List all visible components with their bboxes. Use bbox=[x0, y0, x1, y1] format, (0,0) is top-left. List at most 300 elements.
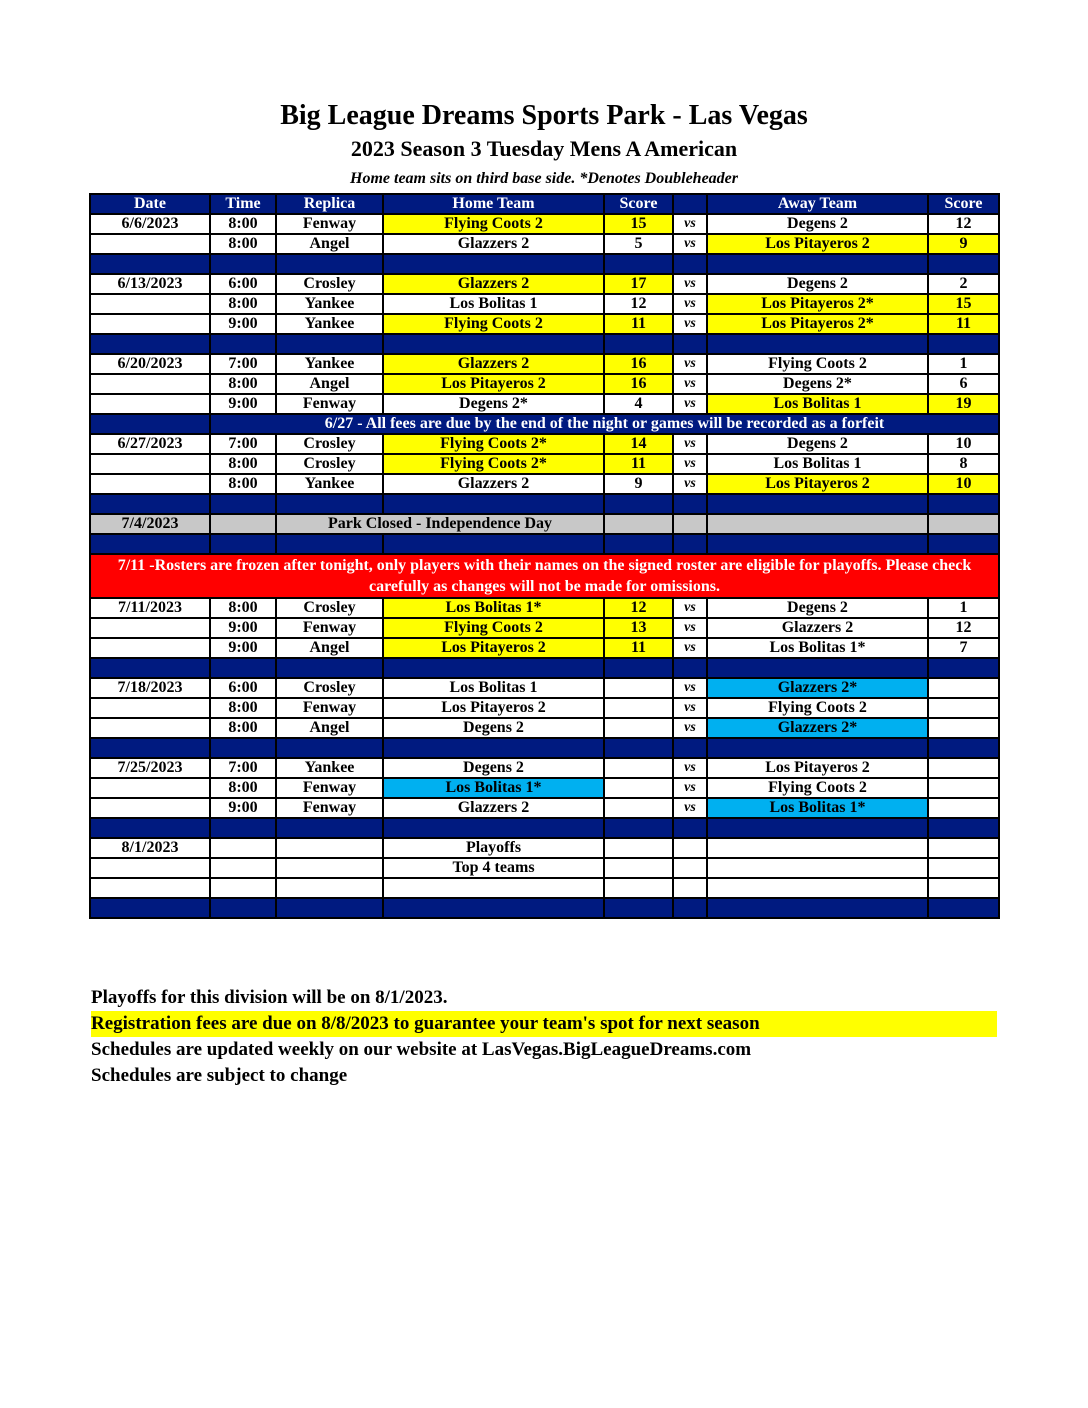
separator-cell bbox=[928, 494, 999, 514]
away-team-cell: Los Pitayeros 2 bbox=[707, 234, 928, 254]
home-team-cell: Degens 2* bbox=[383, 394, 604, 414]
home-score-cell: 11 bbox=[604, 314, 673, 334]
away-score-cell bbox=[928, 698, 999, 718]
home-score-cell: 4 bbox=[604, 394, 673, 414]
date-cell: 7/25/2023 bbox=[90, 758, 210, 778]
separator-cell bbox=[604, 898, 673, 918]
away-score-cell: 1 bbox=[928, 598, 999, 618]
replica-cell: Yankee bbox=[276, 474, 383, 494]
vs-cell: vs bbox=[673, 294, 707, 314]
home-score-cell bbox=[604, 698, 673, 718]
replica-cell: Crosley bbox=[276, 454, 383, 474]
separator-cell bbox=[673, 738, 707, 758]
home-score-cell: 16 bbox=[604, 354, 673, 374]
home-team-cell bbox=[383, 878, 604, 898]
playoff-row bbox=[90, 838, 999, 858]
game-row bbox=[90, 354, 999, 374]
time-cell: 7:00 bbox=[210, 354, 276, 374]
date-cell bbox=[90, 798, 210, 818]
time-cell: 8:00 bbox=[210, 718, 276, 738]
separator-cell bbox=[383, 334, 604, 354]
date-cell: 7/4/2023 bbox=[90, 514, 210, 534]
home-score-cell: 9 bbox=[604, 474, 673, 494]
home-score-cell bbox=[604, 718, 673, 738]
home-team-cell: Los Pitayeros 2 bbox=[383, 374, 604, 394]
date-cell bbox=[90, 698, 210, 718]
separator-cell bbox=[928, 738, 999, 758]
game-row bbox=[90, 474, 999, 494]
notice-spacer bbox=[90, 414, 210, 434]
separator-cell bbox=[673, 334, 707, 354]
away-team-cell: Los Pitayeros 2 bbox=[707, 474, 928, 494]
header-home-score: Score bbox=[604, 194, 673, 214]
home-team-cell: Flying Coots 2 bbox=[383, 314, 604, 334]
away-score-cell: 12 bbox=[928, 214, 999, 234]
away-score-cell: 10 bbox=[928, 434, 999, 454]
vs-cell: vs bbox=[673, 274, 707, 294]
replica-cell: Crosley bbox=[276, 434, 383, 454]
separator-cell bbox=[928, 534, 999, 554]
game-row bbox=[90, 598, 999, 618]
time-cell: 6:00 bbox=[210, 274, 276, 294]
replica-cell: Angel bbox=[276, 234, 383, 254]
away-team-cell: Los Pitayeros 2* bbox=[707, 294, 928, 314]
home-score-cell: 17 bbox=[604, 274, 673, 294]
home-score-cell: 14 bbox=[604, 434, 673, 454]
separator-cell bbox=[210, 898, 276, 918]
game-row bbox=[90, 718, 999, 738]
replica-cell: Angel bbox=[276, 638, 383, 658]
separator-cell bbox=[383, 494, 604, 514]
time-cell: 8:00 bbox=[210, 294, 276, 314]
separator-cell bbox=[276, 818, 383, 838]
away-team-cell: Los Bolitas 1* bbox=[707, 798, 928, 818]
separator-cell bbox=[604, 738, 673, 758]
away-team-cell: Degens 2 bbox=[707, 214, 928, 234]
away-score-cell: 2 bbox=[928, 274, 999, 294]
score-cell bbox=[928, 514, 999, 534]
time-cell: 9:00 bbox=[210, 638, 276, 658]
score-cell bbox=[928, 838, 999, 858]
separator-cell bbox=[707, 254, 928, 274]
time-cell: 6:00 bbox=[210, 678, 276, 698]
vs-cell: vs bbox=[673, 598, 707, 618]
time-cell: 7:00 bbox=[210, 758, 276, 778]
score-cell bbox=[928, 878, 999, 898]
away-team-cell bbox=[707, 858, 928, 878]
header-away-score: Score bbox=[928, 194, 999, 214]
home-score-cell: 11 bbox=[604, 454, 673, 474]
home-team-cell: Glazzers 2 bbox=[383, 798, 604, 818]
separator-cell bbox=[276, 898, 383, 918]
separator-cell bbox=[604, 534, 673, 554]
vs-cell: vs bbox=[673, 314, 707, 334]
replica-cell bbox=[276, 878, 383, 898]
separator-cell bbox=[673, 254, 707, 274]
separator-cell bbox=[707, 658, 928, 678]
separator-row bbox=[90, 818, 999, 838]
date-cell bbox=[90, 878, 210, 898]
home-team-cell: Flying Coots 2* bbox=[383, 454, 604, 474]
date-cell bbox=[90, 618, 210, 638]
separator-cell bbox=[673, 494, 707, 514]
away-team-cell bbox=[707, 838, 928, 858]
separator-cell bbox=[90, 898, 210, 918]
separator-cell bbox=[928, 334, 999, 354]
separator-cell bbox=[673, 658, 707, 678]
header-vs bbox=[673, 194, 707, 214]
date-cell: 7/11/2023 bbox=[90, 598, 210, 618]
replica-cell: Fenway bbox=[276, 394, 383, 414]
separator-cell bbox=[90, 738, 210, 758]
footer-line: Schedules are updated weekly on our website at LasVegas.BigLeagueDreams.com bbox=[91, 1039, 752, 1060]
alert-row bbox=[90, 554, 999, 598]
header-time: Time bbox=[210, 194, 276, 214]
replica-cell: Crosley bbox=[276, 598, 383, 618]
date-cell: 6/13/2023 bbox=[90, 274, 210, 294]
away-score-cell: 8 bbox=[928, 454, 999, 474]
home-score-cell bbox=[604, 678, 673, 698]
date-cell bbox=[90, 294, 210, 314]
separator-cell bbox=[707, 738, 928, 758]
game-row bbox=[90, 454, 999, 474]
away-score-cell: 7 bbox=[928, 638, 999, 658]
away-team-cell bbox=[707, 878, 928, 898]
separator-cell bbox=[90, 818, 210, 838]
time-cell: 8:00 bbox=[210, 214, 276, 234]
home-score-cell bbox=[604, 778, 673, 798]
game-row bbox=[90, 758, 999, 778]
separator-cell bbox=[707, 494, 928, 514]
vs-cell: vs bbox=[673, 758, 707, 778]
game-row bbox=[90, 214, 999, 234]
home-team-cell: Glazzers 2 bbox=[383, 354, 604, 374]
home-score-cell: 11 bbox=[604, 638, 673, 658]
home-team-cell: Flying Coots 2 bbox=[383, 214, 604, 234]
vs-cell: vs bbox=[673, 474, 707, 494]
replica-cell: Yankee bbox=[276, 354, 383, 374]
separator-cell bbox=[383, 898, 604, 918]
header-replica: Replica bbox=[276, 194, 383, 214]
time-cell: 9:00 bbox=[210, 394, 276, 414]
replica-cell: Crosley bbox=[276, 678, 383, 698]
away-score-cell bbox=[928, 718, 999, 738]
away-team-cell: Flying Coots 2 bbox=[707, 354, 928, 374]
vs-cell bbox=[673, 878, 707, 898]
separator-cell bbox=[90, 334, 210, 354]
away-score-cell: 11 bbox=[928, 314, 999, 334]
replica-cell: Crosley bbox=[276, 274, 383, 294]
home-team-cell: Degens 2 bbox=[383, 758, 604, 778]
separator-cell bbox=[210, 534, 276, 554]
game-row bbox=[90, 374, 999, 394]
time-cell bbox=[210, 838, 276, 858]
home-score-cell: 16 bbox=[604, 374, 673, 394]
away-team-cell: Degens 2* bbox=[707, 374, 928, 394]
separator-cell bbox=[928, 818, 999, 838]
vs-cell: vs bbox=[673, 778, 707, 798]
separator-cell bbox=[383, 658, 604, 678]
home-team-cell: Flying Coots 2* bbox=[383, 434, 604, 454]
vs-cell: vs bbox=[673, 234, 707, 254]
vs-cell: vs bbox=[673, 434, 707, 454]
date-cell bbox=[90, 858, 210, 878]
separator-cell bbox=[210, 494, 276, 514]
vs-cell: vs bbox=[673, 678, 707, 698]
replica-cell bbox=[276, 838, 383, 858]
separator-cell bbox=[90, 534, 210, 554]
time-cell: 8:00 bbox=[210, 234, 276, 254]
away-team-cell: Los Bolitas 1* bbox=[707, 638, 928, 658]
time-cell: 7:00 bbox=[210, 434, 276, 454]
header-row bbox=[90, 194, 999, 214]
date-cell bbox=[90, 718, 210, 738]
time-cell: 8:00 bbox=[210, 474, 276, 494]
date-cell bbox=[90, 454, 210, 474]
game-row bbox=[90, 698, 999, 718]
separator-cell bbox=[276, 534, 383, 554]
replica-cell: Fenway bbox=[276, 618, 383, 638]
game-row bbox=[90, 234, 999, 254]
away-team-cell: Los Pitayeros 2* bbox=[707, 314, 928, 334]
home-team-cell: Degens 2 bbox=[383, 718, 604, 738]
vs-cell bbox=[673, 838, 707, 858]
separator-row bbox=[90, 658, 999, 678]
game-row bbox=[90, 394, 999, 414]
date-cell bbox=[90, 474, 210, 494]
score-cell bbox=[604, 514, 673, 534]
vs-cell: vs bbox=[673, 354, 707, 374]
replica-cell: Yankee bbox=[276, 758, 383, 778]
score-cell bbox=[604, 838, 673, 858]
home-score-cell: 15 bbox=[604, 214, 673, 234]
date-cell: 6/27/2023 bbox=[90, 434, 210, 454]
separator-cell bbox=[383, 534, 604, 554]
replica-cell: Fenway bbox=[276, 778, 383, 798]
time-cell: 9:00 bbox=[210, 798, 276, 818]
away-score-cell bbox=[928, 798, 999, 818]
away-team-cell: Glazzers 2* bbox=[707, 718, 928, 738]
separator-cell bbox=[604, 334, 673, 354]
separator-cell bbox=[210, 818, 276, 838]
closed-text: Park Closed - Independence Day bbox=[276, 514, 604, 534]
date-cell bbox=[90, 234, 210, 254]
away-team-cell: Flying Coots 2 bbox=[707, 698, 928, 718]
vs-cell: vs bbox=[673, 698, 707, 718]
time-cell bbox=[210, 858, 276, 878]
date-cell: 7/18/2023 bbox=[90, 678, 210, 698]
time-cell: 8:00 bbox=[210, 454, 276, 474]
vs-cell: vs bbox=[673, 214, 707, 234]
separator-cell bbox=[707, 898, 928, 918]
separator-cell bbox=[673, 818, 707, 838]
separator-cell bbox=[210, 334, 276, 354]
page-title: Big League Dreams Sports Park - Las Vegas bbox=[280, 100, 808, 131]
schedule-table bbox=[89, 193, 1000, 919]
separator-cell bbox=[604, 658, 673, 678]
date-cell: 8/1/2023 bbox=[90, 838, 210, 858]
header-date: Date bbox=[90, 194, 210, 214]
home-team-cell: Los Bolitas 1* bbox=[383, 598, 604, 618]
separator-cell bbox=[673, 898, 707, 918]
vs-cell: vs bbox=[673, 394, 707, 414]
game-row bbox=[90, 434, 999, 454]
separator-cell bbox=[383, 818, 604, 838]
separator-row bbox=[90, 738, 999, 758]
time-cell bbox=[210, 514, 276, 534]
page-subtitle: 2023 Season 3 Tuesday Mens A American bbox=[350, 136, 738, 161]
replica-cell: Yankee bbox=[276, 294, 383, 314]
date-cell bbox=[90, 638, 210, 658]
time-cell: 8:00 bbox=[210, 598, 276, 618]
away-team-cell: Los Bolitas 1 bbox=[707, 394, 928, 414]
replica-cell: Fenway bbox=[276, 214, 383, 234]
separator-cell bbox=[210, 254, 276, 274]
time-cell: 8:00 bbox=[210, 698, 276, 718]
home-team-cell: Playoffs bbox=[383, 838, 604, 858]
away-team-cell: Degens 2 bbox=[707, 274, 928, 294]
separator-cell bbox=[276, 658, 383, 678]
away-team-cell: Degens 2 bbox=[707, 434, 928, 454]
separator-cell bbox=[383, 738, 604, 758]
score-cell bbox=[604, 878, 673, 898]
home-team-cell: Top 4 teams bbox=[383, 858, 604, 878]
score-cell bbox=[604, 858, 673, 878]
home-score-cell: 12 bbox=[604, 598, 673, 618]
away-score-cell: 9 bbox=[928, 234, 999, 254]
away-team-cell: Glazzers 2 bbox=[707, 618, 928, 638]
date-cell bbox=[90, 314, 210, 334]
home-score-cell bbox=[604, 758, 673, 778]
notice-text: 6/27 - All fees are due by the end of the night or games will be recorded as a forfeit bbox=[210, 414, 999, 434]
playoff-row bbox=[90, 878, 999, 898]
header-home-team: Home Team bbox=[383, 194, 604, 214]
separator-cell bbox=[928, 658, 999, 678]
away-score-cell: 19 bbox=[928, 394, 999, 414]
separator-cell bbox=[604, 494, 673, 514]
separator-cell bbox=[673, 534, 707, 554]
footer-line: Schedules are subject to change bbox=[91, 1065, 348, 1086]
time-cell: 8:00 bbox=[210, 778, 276, 798]
game-row bbox=[90, 294, 999, 314]
separator-cell bbox=[928, 898, 999, 918]
home-score-cell: 12 bbox=[604, 294, 673, 314]
vs-cell bbox=[673, 858, 707, 878]
home-team-cell: Los Bolitas 1 bbox=[383, 678, 604, 698]
home-team-cell: Los Pitayeros 2 bbox=[383, 698, 604, 718]
separator-cell bbox=[90, 254, 210, 274]
time-cell: 9:00 bbox=[210, 618, 276, 638]
separator-row bbox=[90, 334, 999, 354]
away-score-cell bbox=[928, 758, 999, 778]
home-team-cell: Los Pitayeros 2 bbox=[383, 638, 604, 658]
replica-cell: Angel bbox=[276, 718, 383, 738]
home-team-cell: Los Bolitas 1 bbox=[383, 294, 604, 314]
date-cell bbox=[90, 778, 210, 798]
date-cell bbox=[90, 394, 210, 414]
away-team-cell: Glazzers 2* bbox=[707, 678, 928, 698]
vs-cell: vs bbox=[673, 718, 707, 738]
separator-cell bbox=[276, 738, 383, 758]
time-cell: 8:00 bbox=[210, 374, 276, 394]
closed-row bbox=[90, 514, 999, 534]
game-row bbox=[90, 618, 999, 638]
header-away-team: Away Team bbox=[707, 194, 928, 214]
game-row bbox=[90, 798, 999, 818]
away-score-cell: 6 bbox=[928, 374, 999, 394]
game-row bbox=[90, 778, 999, 798]
away-score-cell: 1 bbox=[928, 354, 999, 374]
date-cell: 6/6/2023 bbox=[90, 214, 210, 234]
home-score-cell bbox=[604, 798, 673, 818]
away-score-cell bbox=[928, 678, 999, 698]
away-score-cell: 15 bbox=[928, 294, 999, 314]
home-team-cell: Glazzers 2 bbox=[383, 474, 604, 494]
separator-row bbox=[90, 534, 999, 554]
vs-cell: vs bbox=[673, 454, 707, 474]
playoff-row bbox=[90, 858, 999, 878]
footer-line: Playoffs for this division will be on 8/1/2023. bbox=[91, 987, 448, 1008]
replica-cell: Angel bbox=[276, 374, 383, 394]
away-score-cell: 10 bbox=[928, 474, 999, 494]
vs-cell: vs bbox=[673, 798, 707, 818]
schedule-body bbox=[90, 214, 999, 918]
home-score-cell: 5 bbox=[604, 234, 673, 254]
separator-cell bbox=[707, 334, 928, 354]
home-team-cell: Glazzers 2 bbox=[383, 234, 604, 254]
separator-cell bbox=[383, 254, 604, 274]
away-team-cell: Los Pitayeros 2 bbox=[707, 758, 928, 778]
replica-cell: Fenway bbox=[276, 798, 383, 818]
separator-cell bbox=[707, 534, 928, 554]
game-row bbox=[90, 314, 999, 334]
away-team-cell: Flying Coots 2 bbox=[707, 778, 928, 798]
home-score-cell: 13 bbox=[604, 618, 673, 638]
separator-cell bbox=[604, 818, 673, 838]
separator-cell bbox=[90, 494, 210, 514]
time-cell bbox=[210, 878, 276, 898]
separator-cell bbox=[90, 658, 210, 678]
separator-cell bbox=[276, 494, 383, 514]
separator-cell bbox=[210, 658, 276, 678]
away-team-cell: Degens 2 bbox=[707, 598, 928, 618]
vs-cell bbox=[673, 514, 707, 534]
game-row bbox=[90, 638, 999, 658]
separator-cell bbox=[276, 334, 383, 354]
separator-row bbox=[90, 898, 999, 918]
game-row bbox=[90, 274, 999, 294]
separator-cell bbox=[928, 254, 999, 274]
score-cell bbox=[928, 858, 999, 878]
date-cell: 6/20/2023 bbox=[90, 354, 210, 374]
vs-cell: vs bbox=[673, 618, 707, 638]
vs-cell: vs bbox=[673, 638, 707, 658]
schedule-note: Home team sits on third base side. *Denotes Doubleheader bbox=[350, 170, 738, 187]
home-team-cell: Flying Coots 2 bbox=[383, 618, 604, 638]
separator-row bbox=[90, 494, 999, 514]
away-score-cell bbox=[928, 778, 999, 798]
replica-cell: Yankee bbox=[276, 314, 383, 334]
home-team-cell: Glazzers 2 bbox=[383, 274, 604, 294]
replica-cell bbox=[276, 858, 383, 878]
footer-line: Registration fees are due on 8/8/2023 to guarantee your team's spot for next season bbox=[91, 1011, 997, 1037]
separator-cell bbox=[276, 254, 383, 274]
home-team-cell: Los Bolitas 1* bbox=[383, 778, 604, 798]
date-cell bbox=[90, 374, 210, 394]
separator-cell bbox=[210, 738, 276, 758]
time-cell: 9:00 bbox=[210, 314, 276, 334]
separator-row bbox=[90, 254, 999, 274]
